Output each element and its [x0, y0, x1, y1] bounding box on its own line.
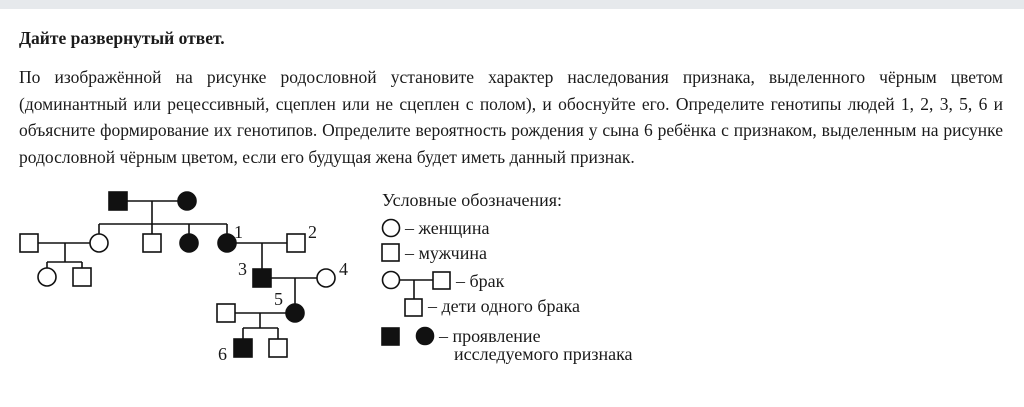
- female-4: [317, 269, 335, 287]
- male-2: [287, 234, 305, 252]
- legend: [382, 190, 633, 364]
- legend-trait-line1: – проявление: [439, 326, 541, 346]
- male: [269, 339, 287, 357]
- pedigree-individuals: [20, 192, 335, 357]
- female: [90, 234, 108, 252]
- affected-female-5: [286, 304, 304, 322]
- pedigree-svg: [0, 178, 1000, 407]
- legend-female: – женщина: [405, 218, 490, 238]
- filled-circle-icon: [417, 328, 434, 345]
- top-bar: [0, 0, 1024, 9]
- task-text: По изображённой на рисунке родословной установите характер наследования признака, выделенного чёрным цветом (доминантный или рецессивный, сцеплен или не сцеплен с полом), и обоснуйте его. Определите генотипы людей 1, 2, 3, 5, 6 и объясните формирование их генотипов. Определите вероятность рождения у сына 6 ребёнка с признаком, выделенным на рисунке родословной чёрным цветом, если его будущая жена будет иметь данный признак.: [19, 67, 1003, 167]
- affected-male-3: [253, 269, 271, 287]
- legend-trait-line2: исследуемого признака: [454, 344, 633, 364]
- label-6: 6: [218, 344, 227, 364]
- legend-children: – дети одного брака: [428, 296, 580, 316]
- label-2: 2: [308, 222, 317, 242]
- male-in-law: [20, 234, 38, 252]
- affected-male-6: [234, 339, 252, 357]
- legend-marriage: – брак: [456, 271, 505, 291]
- pedigree-figure: [0, 178, 1000, 407]
- legend-title: Условные обозначения:: [382, 190, 563, 210]
- square-icon: [382, 244, 399, 261]
- label-5: 5: [274, 289, 283, 309]
- label-3: 3: [238, 259, 247, 279]
- affected-male-gen1: [109, 192, 127, 210]
- circle-icon: [383, 220, 400, 237]
- legend-male: – мужчина: [405, 243, 487, 263]
- affected-female-gen1: [178, 192, 196, 210]
- label-1: 1: [234, 222, 243, 242]
- task-heading: Дайте развернутый ответ.: [19, 28, 225, 48]
- female: [38, 268, 56, 286]
- male-in-law-gen4: [217, 304, 235, 322]
- male: [73, 268, 91, 286]
- label-4: 4: [339, 259, 348, 279]
- male: [143, 234, 161, 252]
- filled-square-icon: [382, 328, 399, 345]
- affected-female: [180, 234, 198, 252]
